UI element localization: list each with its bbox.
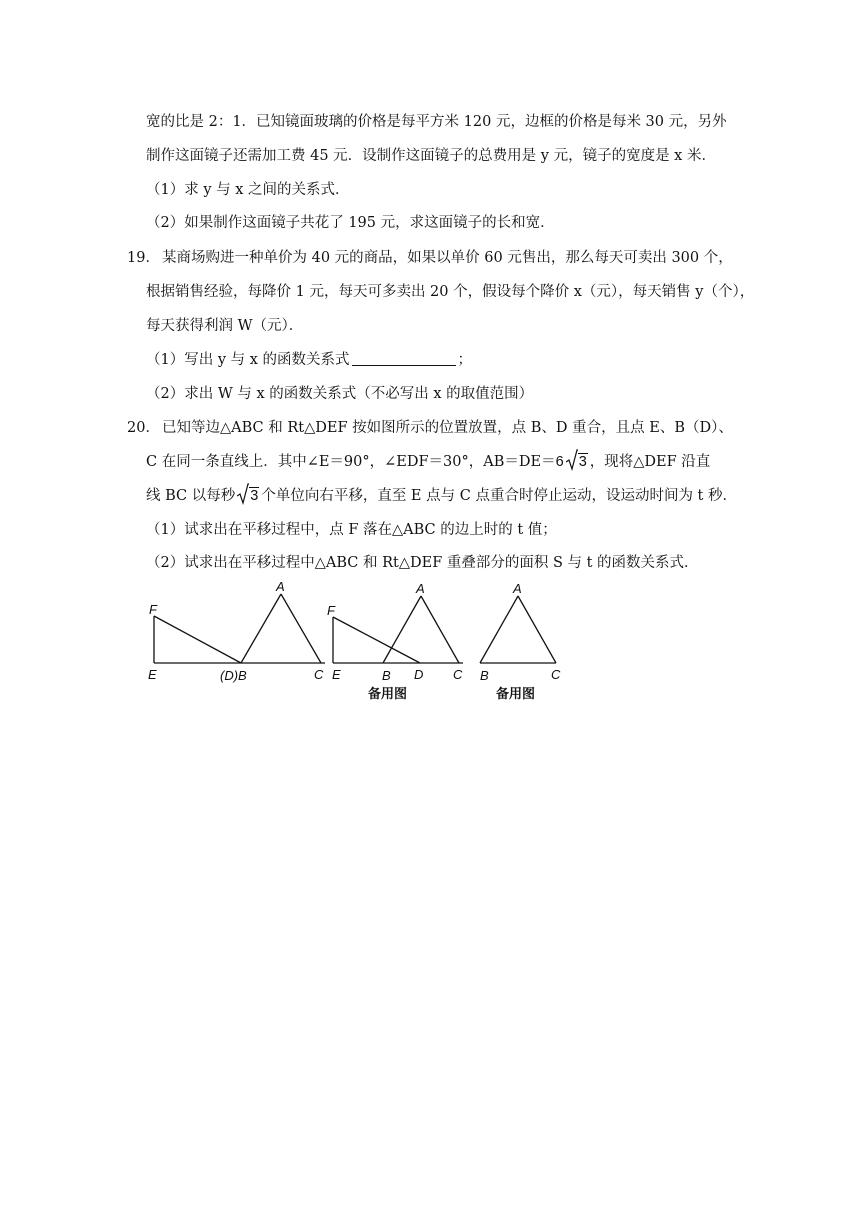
geometry-figures [140,580,580,710]
q18-sub-2: （2）如果制作这面镜子共花了 195 元，求这面镜子的长和宽． [146,215,555,231]
q18-line-1: 宽的比是 2：1．已知镜面玻璃的价格是每平方米 120 元，边框的价格是每米 30 元，另外 [146,114,727,130]
q19-number: 19． [127,250,160,266]
fig1-label-e: E [148,667,157,682]
q20-number: 20． [127,420,160,436]
q20-line-2-text: C 在同一条直线上．其中∠E＝90°，∠EDF＝30°，AB＝DE＝ [146,454,556,470]
q20-line-3 [146,486,737,506]
fig2-edge-fd [333,617,420,663]
q19-sub-1 [146,350,472,370]
fig2-label-b: B [382,668,391,683]
q20-line-2-end: ，现将△DEF 沿直 [589,454,711,470]
fig1-label-f: F [149,602,157,617]
sqrt-3-value: 3 [578,454,587,470]
q19-line-2: 根据销售经验，每降价 1 元，每天可多卖出 20 个，假设每个降价 x（元），每天销售 y（个）， [146,284,755,300]
q18-line-2: 制作这面镜子还需加工费 45 元．设制作这面镜子的总费用是 y 元，镜子的宽度是 x 米． [146,148,716,164]
fig1-edge-ab [241,594,281,663]
fig1-label-c: C [314,667,324,682]
q20-line-3-text: 线 BC 以每秒 [146,488,236,504]
fig2-caption: 备用图 [368,686,408,701]
q19-line-1: 某商场购进一种单价为 40 元的商品，如果以单价 60 元售出，那么每天可卖出 300 个， [162,250,733,266]
fig2-label-e: E [332,667,341,682]
q19-sub-1-end: ； [457,352,473,368]
fig1-edge-fd [154,616,241,663]
fig1-edge-ac [281,594,321,663]
figure-2 [333,596,463,663]
q19-sub-1-text: （1）写出 y 与 x 的函数关系式 [146,352,350,368]
answer-blank [352,351,456,366]
fig3-label-a: A [513,581,522,596]
figures-svg [140,580,580,710]
figure-1 [154,594,325,663]
fig3-label-b: B [480,668,489,683]
radical-sign-icon [566,449,578,471]
q19-line-3: 每天获得利润 W（元）． [146,318,304,334]
sqrt-3-value: 3 [250,488,259,504]
radical-sign-icon [237,483,249,505]
fig2-label-f: F [327,603,335,618]
fig2-label-c: C [453,667,463,682]
figure-3 [480,596,556,663]
q20-sub-1: （1）试求出在平移过程中，点 F 落在△ABC 的边上时的 t 值； [146,522,557,538]
fig1-label-a: A [276,580,285,594]
q20-line-2 [146,452,710,472]
coef-6: 6 [555,454,564,470]
fig2-label-a: A [416,581,425,596]
fig3-label-c: C [551,667,561,682]
sqrt-3 [566,452,588,472]
q18-sub-1: （1）求 y 与 x 之间的关系式． [146,182,350,198]
fig2-edge-ac [421,596,459,663]
fig2-label-d: D [414,667,424,682]
fig3-edge-ab [480,596,518,663]
sqrt-3 [237,486,259,506]
fig1-label-db: (D)B [220,668,247,683]
q19-sub-2: （2）求出 W 与 x 的函数关系式（不必写出 x 的取值范围） [146,386,534,402]
q20-sub-2: （2）试求出在平移过程中△ABC 和 Rt△DEF 重叠部分的面积 S 与 t 的函数关系式． [146,555,699,571]
fig3-caption: 备用图 [496,686,536,701]
q20-line-3-end: 个单位向右平移，直至 E 点与 C 点重合时停止运动，设运动时间为 t 秒． [261,488,737,504]
q20-line-1: 已知等边△ABC 和 Rt△DEF 按如图所示的位置放置，点 B、D 重合，且点 E、B（D）、 [162,420,733,436]
fig3-edge-ac [518,596,556,663]
